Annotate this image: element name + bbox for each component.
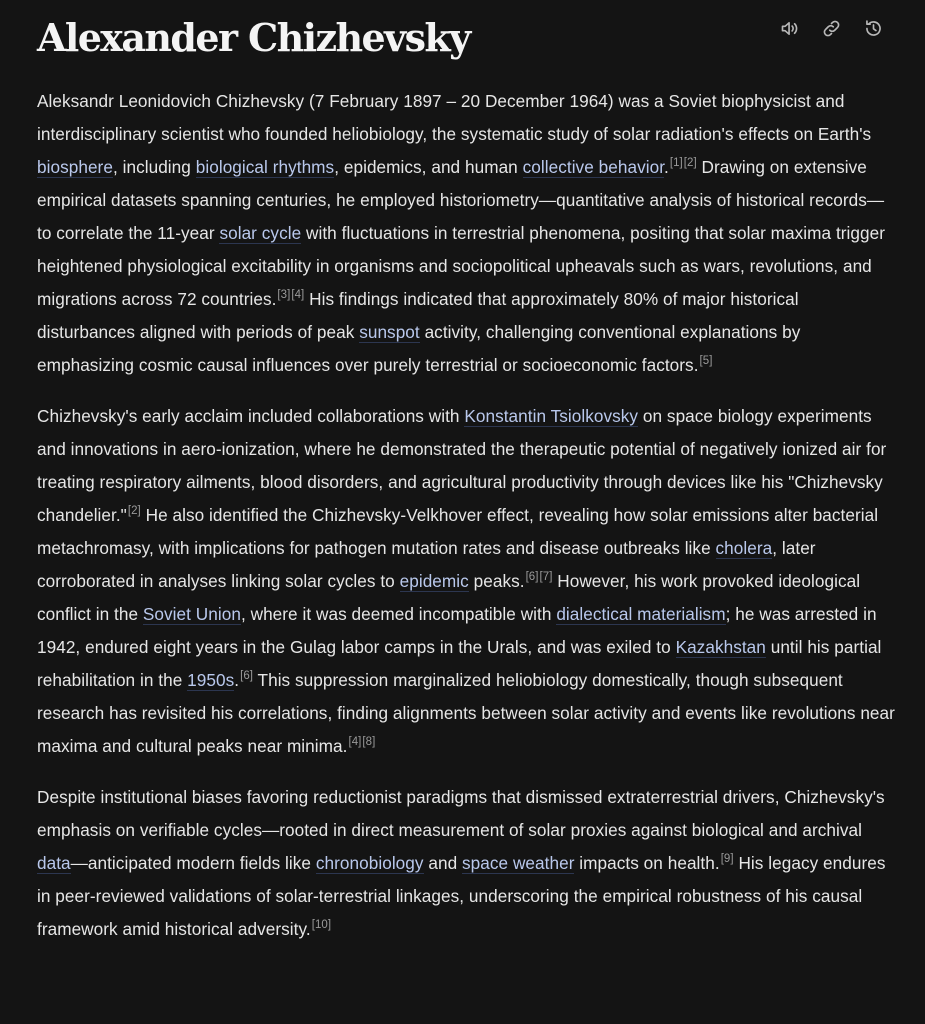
history-icon — [863, 18, 884, 39]
citation-ref[interactable]: [6] — [525, 571, 539, 583]
paragraph-text: He also identified the Chizhevsky-Velkhover effect, revealing how solar emissions alter bacterial metachromasy, with implications for pathogen mutation rates and disease outbreaks like — [37, 505, 879, 558]
paragraph-text: activity, challenging conventional explanations by emphasizing cosmic causal influences over purely terrestrial or socioeconomic factors. — [37, 322, 801, 375]
listen-button[interactable] — [777, 16, 801, 40]
citation-ref[interactable]: [9] — [720, 853, 734, 865]
paragraph-text: , epidemics, and human — [334, 157, 523, 177]
paragraph-text: with fluctuations in terrestrial phenomena, positing that solar maxima trigger heightened physiological excitability in organisms and sociopolitical upheavals such as wars, revolutions, and migrations across 72 countries. — [37, 223, 886, 309]
inline-link[interactable]: space weather — [462, 853, 575, 873]
inline-link[interactable]: sunspot — [359, 322, 420, 342]
inline-link[interactable]: collective behavior — [522, 157, 665, 177]
paragraph-text: Chizhevsky's early acclaim included collaborations with — [37, 406, 465, 426]
citation-ref[interactable]: [1] — [669, 157, 683, 169]
inline-link[interactable]: dialectical materialism — [556, 604, 726, 624]
inline-link[interactable]: data — [37, 853, 71, 873]
paragraph-text: until his partial rehabilitation in the — [37, 637, 882, 690]
citation-ref[interactable]: [4] — [291, 289, 305, 301]
citation-ref[interactable]: [4] — [348, 736, 362, 748]
link-icon — [821, 18, 842, 39]
page-title: Alexander Chizhevsky — [37, 15, 470, 60]
paragraph-text: peaks. — [468, 571, 525, 591]
article-header — [37, 14, 885, 64]
inline-link[interactable]: cholera — [715, 538, 773, 558]
paragraph — [37, 85, 895, 382]
citation-ref[interactable]: [2] — [127, 505, 141, 517]
paragraph-text: impacts on health. — [574, 853, 720, 873]
paragraph — [37, 781, 895, 946]
paragraph-text: Despite institutional biases favoring reductionist paradigms that dismissed extraterrestrial drivers, Chizhevsky's emphasis on verifiable cycles—rooted in direct measurement of solar proxies against biological and archival — [37, 787, 885, 840]
copy-link-button[interactable] — [819, 16, 843, 40]
citation-ref[interactable]: [10] — [311, 919, 332, 931]
paragraph-text: Drawing on extensive empirical datasets spanning centuries, he employed historiometry—quantitative analysis of historical records—to correlate the 11-year — [37, 157, 885, 243]
paragraph-text: His legacy endures in peer-reviewed validations of solar-terrestrial linkages, underscoring the empirical robustness of his causal framework amid historical adversity. — [37, 853, 886, 939]
citation-ref[interactable]: [2] — [683, 157, 697, 169]
paragraph-text: Aleksandr Leonidovich Chizhevsky (7 February 1897 – 20 December 1964) was a Soviet biophysicist and interdisciplinary scientist who founded heliobiology, the systematic study of solar radiation's effects on Earth's — [37, 91, 872, 144]
paragraph-text: and — [423, 853, 463, 873]
citation-ref[interactable]: [5] — [699, 355, 713, 367]
inline-link[interactable]: Kazakhstan — [675, 637, 766, 657]
inline-link[interactable]: biosphere — [37, 157, 113, 177]
inline-link[interactable]: 1950s — [187, 670, 235, 690]
citation-ref[interactable]: [3] — [277, 289, 291, 301]
paragraph-text: , where it was deemed incompatible with — [240, 604, 557, 624]
paragraph-text: However, his work provoked ideological conflict in the — [37, 571, 861, 624]
paragraph — [37, 400, 895, 763]
paragraph-text: His findings indicated that approximately 80% of major historical disturbances aligned with periods of peak — [37, 289, 799, 342]
article-body — [37, 85, 895, 964]
inline-link[interactable]: Soviet Union — [142, 604, 241, 624]
paragraph-text: on space biology experiments and innovations in aero-ionization, where he demonstrated the therapeutic potential of negatively ionized air for treating respiratory ailments, blood disorders, and agricultural productivity through devices like his "Chizhevsky chandelier." — [37, 406, 887, 525]
inline-link[interactable]: epidemic — [399, 571, 469, 591]
paragraph-text: , including — [112, 157, 196, 177]
paragraph-text: . — [664, 157, 669, 177]
citation-ref[interactable]: [8] — [362, 736, 376, 748]
history-button[interactable] — [861, 16, 885, 40]
inline-link[interactable]: biological rhythms — [195, 157, 335, 177]
paragraph-text: . — [234, 670, 240, 690]
inline-link[interactable]: Konstantin Tsiolkovsky — [464, 406, 639, 426]
paragraph-text: This suppression marginalized heliobiology domestically, though subsequent research has revisited his correlations, finding alignments between solar activity and events like revolutions near maxima and cultural peaks near minima. — [37, 670, 895, 756]
inline-link[interactable]: solar cycle — [219, 223, 302, 243]
article-toolbar — [777, 16, 885, 40]
paragraph-text: , later corroborated in analyses linking solar cycles to — [37, 538, 816, 591]
citation-ref[interactable]: [6] — [240, 670, 254, 682]
citation-ref[interactable]: [7] — [539, 571, 553, 583]
speaker-icon — [779, 18, 800, 39]
inline-link[interactable]: chronobiology — [315, 853, 424, 873]
paragraph-text: —anticipated modern fields like — [70, 853, 316, 873]
paragraph-text: ; he was arrested in 1942, endured eight years in the Gulag labor camps in the Urals, and was exiled to — [37, 604, 877, 657]
